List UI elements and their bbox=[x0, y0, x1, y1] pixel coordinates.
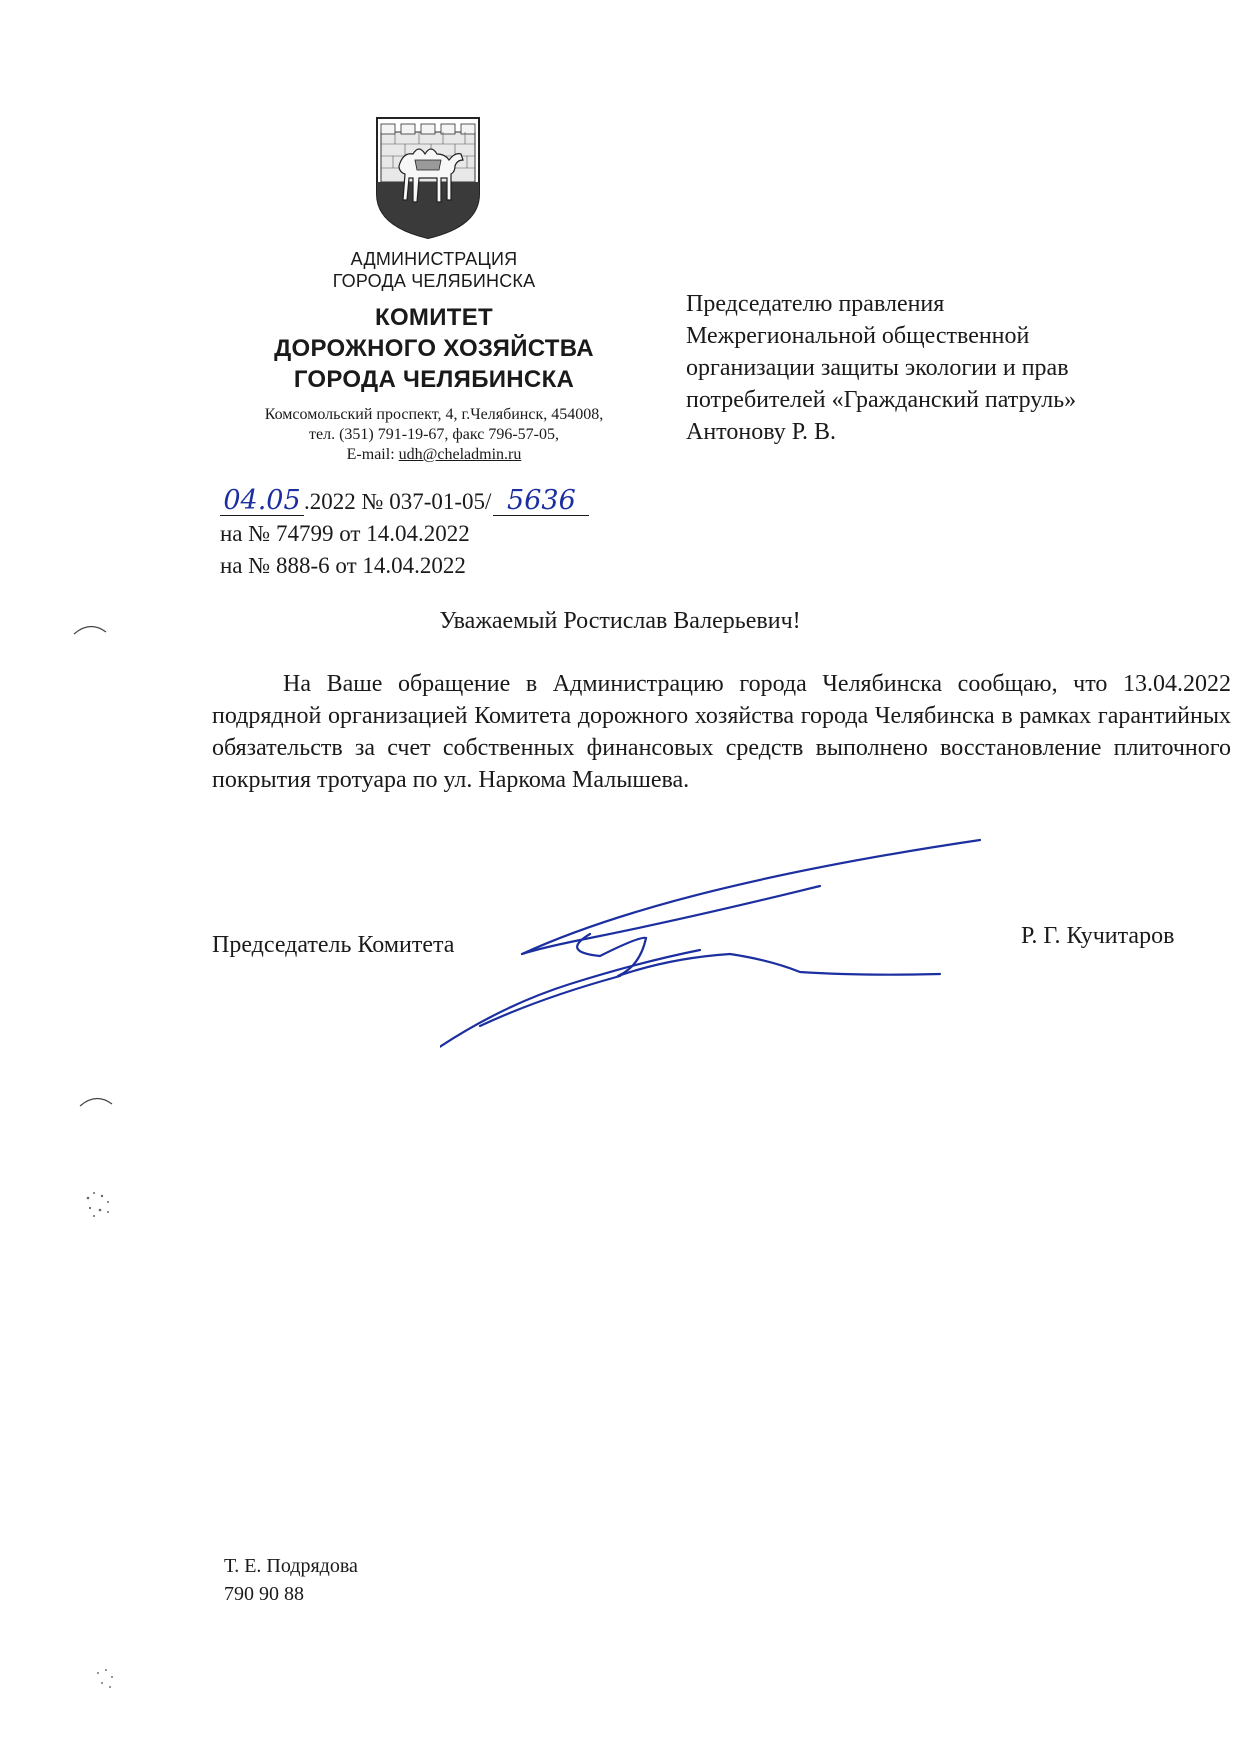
administration-line-2: ГОРОДА ЧЕЛЯБИНСКА bbox=[332, 271, 536, 291]
executor-block bbox=[224, 1552, 358, 1608]
email-link[interactable]: udh@cheladmin.ru bbox=[398, 446, 522, 463]
greeting: Уважаемый Ростислав Валерьевич! bbox=[439, 608, 801, 634]
handwritten-number: 5636 bbox=[507, 485, 576, 516]
address-line: Комсомольский проспект, 4, г.Челябинск, 454008, bbox=[264, 406, 604, 423]
committee-line-2: ДОРОЖНОГО ХОЗЯЙСТВА bbox=[274, 335, 594, 362]
recipient-line-5: Антонову Р. В. bbox=[686, 419, 837, 445]
reply-reference-1: на № 74799 от 14.04.2022 bbox=[220, 521, 470, 546]
reply-reference-2: на № 888-6 от 14.04.2022 bbox=[220, 553, 466, 578]
scan-speckle-icon bbox=[82, 1188, 116, 1222]
recipient-line-4: потребителей «Гражданский патруль» bbox=[686, 387, 1077, 413]
email-line bbox=[200, 445, 668, 465]
executor-phone: 790 90 88 bbox=[224, 1583, 304, 1605]
recipient-block bbox=[686, 288, 1156, 448]
outgoing-reference bbox=[220, 486, 660, 582]
phone-line: тел. (351) 791-19-67, факс 796-57-05, bbox=[309, 426, 559, 443]
committee-line-1: КОМИТЕТ bbox=[375, 304, 493, 331]
year-and-number: .2022 № 037-01-05/ bbox=[304, 489, 492, 514]
recipient-line-1: Председателю правления bbox=[686, 291, 945, 317]
signer-title: Председатель Комитета bbox=[212, 932, 455, 958]
letter-body: На Ваше обращение в Администрацию города Челябинска сообщаю, что 13.04.2022 подрядной организацией Комитета дорожного хозяйства города Челябинска в рамках гарантийных обязательств за счет собственных финансовых средств выполнено восстановление плиточного покрытия тротуара по ул. Наркома Малышева. bbox=[212, 671, 1231, 793]
letterhead bbox=[200, 248, 668, 465]
administration-line-1: АДМИНИСТРАЦИЯ bbox=[350, 249, 518, 269]
handwritten-date: 04.05 bbox=[223, 485, 301, 516]
recipient-line-2: Межрегиональной общественной bbox=[686, 323, 1030, 349]
outgoing-number-line bbox=[220, 486, 660, 518]
hole-punch-mark-icon bbox=[70, 620, 110, 640]
scan-speckle-icon bbox=[92, 1665, 122, 1695]
email-label: E-mail: bbox=[346, 446, 399, 463]
coat-of-arms-icon bbox=[375, 116, 481, 240]
signer-name: Р. Г. Кучитаров bbox=[1021, 923, 1175, 949]
handwritten-signature-icon bbox=[440, 826, 1000, 1066]
committee-line-3: ГОРОДА ЧЕЛЯБИНСКА bbox=[293, 366, 575, 393]
executor-name: Т. Е. Подрядова bbox=[224, 1555, 358, 1577]
recipient-line-3: организации защиты экологии и прав bbox=[686, 355, 1069, 381]
hole-punch-mark-icon bbox=[76, 1092, 116, 1112]
